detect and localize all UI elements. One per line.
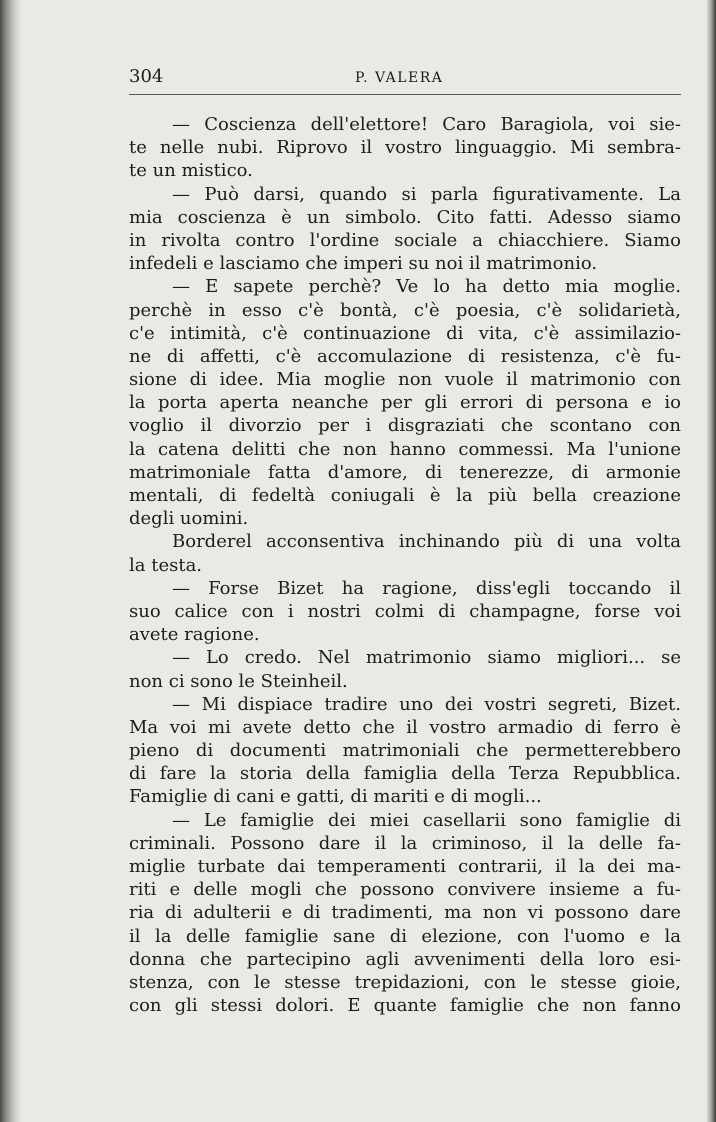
text-line: te nelle nubi. Riprovo il vostro linguaggio. Mi sembra-	[129, 137, 681, 159]
text-line: — E sapete perchè? Ve lo ha detto mia moglie.	[172, 276, 681, 298]
text-line: Famiglie di cani e gatti, di mariti e di mogli...	[129, 786, 542, 808]
text-line: miglie turbate dai temperamenti contrarii, il la dei ma-	[129, 856, 681, 877]
text-line: — Mi dispiace tradire uno dei vostri segreti, Bizet.	[172, 693, 681, 715]
text-line: — Le famiglie dei miei casellarii sono famiglie di	[172, 809, 681, 831]
text-line: criminali. Possono dare il la criminoso, il la delle fa-	[129, 832, 681, 854]
text-line: di fare la storia della famiglia della Terza Repubblica.	[129, 763, 681, 785]
text-line: perchè in esso c'è bontà, c'è poesia, c'è solidarietà,	[129, 299, 681, 321]
text-line: — Lo credo. Nel matrimonio siamo migliori... se	[172, 647, 681, 669]
text-line: Ma voi mi avete detto che il vostro armadio di ferro è	[129, 716, 681, 738]
text-line: suo calice con i nostri colmi di champagne, forse voi	[129, 600, 681, 622]
text-line: sione di idee. Mia moglie non vuole il matrimonio con	[129, 369, 681, 391]
page-edge-shadow	[706, 0, 716, 1122]
text-line: con gli stessi dolori. E quante famiglie che non fanno	[129, 995, 681, 1017]
text-line: riti e delle mogli che possono convivere insieme a fu-	[129, 879, 681, 901]
text-line: la catena delitti che non hanno commessi. Ma l'unione	[129, 438, 681, 460]
text-line: il la delle famiglie sane di elezione, con l'uomo e la	[129, 925, 681, 947]
body-text	[129, 113, 681, 1017]
page-gutter-shadow	[0, 0, 22, 1122]
text-line: ria di adulterii e di tradimenti, ma non vi possono dare	[129, 902, 681, 924]
text-line: — Coscienza dell'elettore! Caro Baragiola, voi sie-	[172, 114, 681, 135]
text-line: avete ragione.	[129, 624, 260, 646]
text-line: te un mistico.	[129, 160, 253, 182]
text-line: pieno di documenti matrimoniali che permetterebbero	[129, 740, 681, 762]
text-line: non ci sono le Steinheil.	[129, 670, 348, 692]
text-line: degli uomini.	[129, 508, 249, 530]
text-line: stenza, con le stesse trepidazioni, con le stesse gioie,	[129, 971, 681, 993]
text-line: voglio il divorzio per i disgraziati che scontano con	[129, 415, 681, 437]
text-line: la porta aperta neanche per gli errori di persona e io	[129, 392, 681, 414]
text-line: mia coscienza è un simbolo. Cito fatti. Adesso siamo	[129, 206, 681, 228]
text-line: la testa.	[129, 554, 203, 576]
text-line: mentali, di fedeltà coniugali è la più bella creazione	[129, 485, 681, 506]
page-number: 304	[129, 66, 164, 87]
text-line: in rivolta contro l'ordine sociale a chiacchiere. Siamo	[129, 229, 681, 251]
page-header	[129, 66, 681, 94]
text-line: Borderel acconsentiva inchinando più di una volta	[172, 531, 681, 553]
running-head: P. VALERA	[355, 70, 444, 86]
text-line: donna che partecipino agli avvenimenti della loro esi-	[129, 948, 681, 970]
text-line: matrimoniale fatta d'amore, di tenerezze, di armonie	[129, 461, 681, 483]
text-line: — Forse Bizet ha ragione, diss'egli toccando il	[172, 577, 681, 599]
header-rule	[129, 94, 681, 95]
text-line: infedeli e lasciamo che imperi su noi il matrimonio.	[129, 253, 598, 275]
text-line: ne di affetti, c'è accomulazione di resistenza, c'è fu-	[129, 345, 681, 367]
text-line: — Può darsi, quando si parla figurativamente. La	[172, 183, 681, 205]
text-line: c'e intimità, c'è continuazione di vita, c'è assimilazio-	[129, 322, 681, 344]
